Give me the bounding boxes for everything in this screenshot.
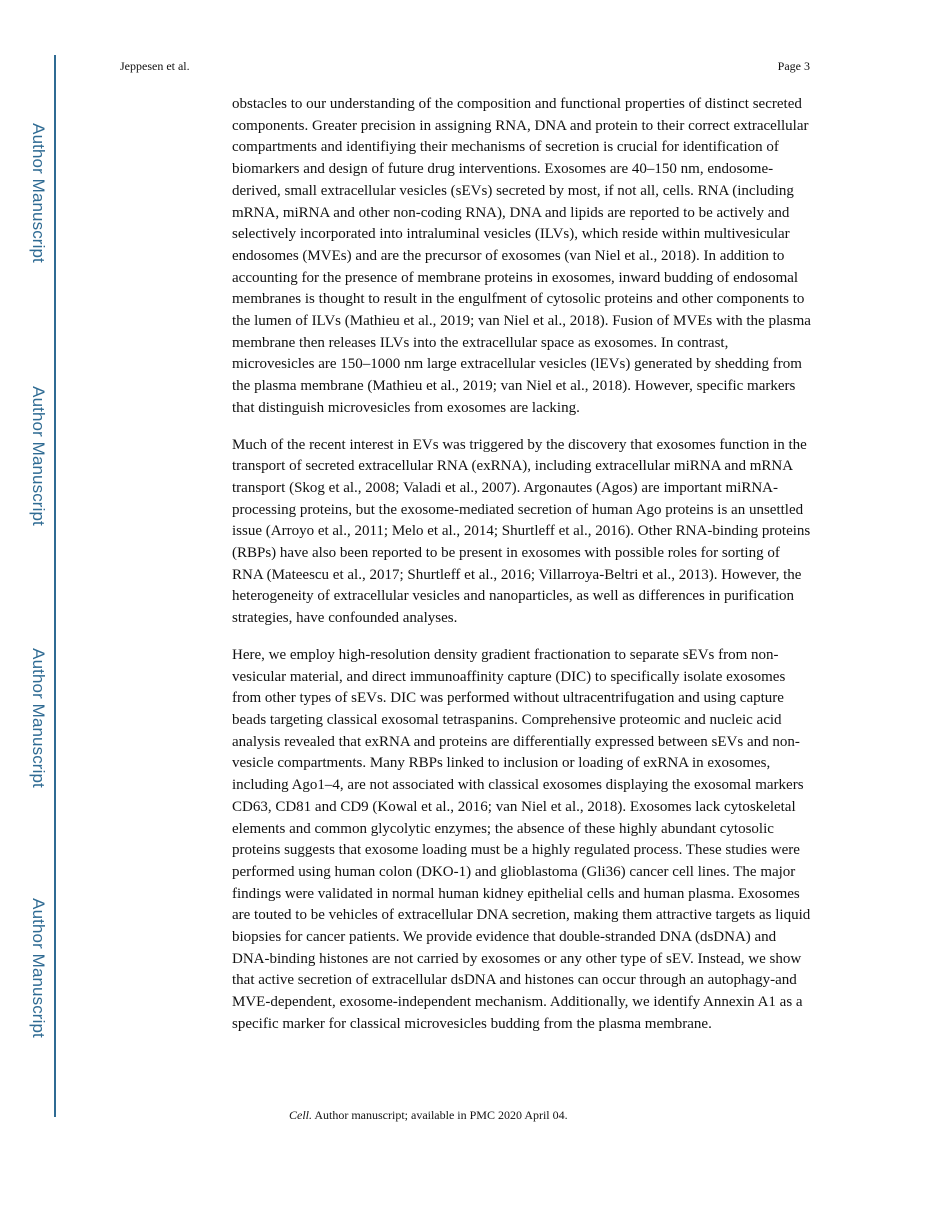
article-body xyxy=(232,94,812,1051)
margin-rule xyxy=(54,55,56,1117)
author-manuscript-label: Author Manuscript xyxy=(29,123,48,263)
page-footer xyxy=(289,1108,568,1123)
footer-text: Author manuscript; available in PMC 2020 April 04. xyxy=(312,1108,568,1122)
header-page-number: Page 3 xyxy=(777,59,810,73)
footer-journal: Cell. xyxy=(289,1108,312,1122)
paragraph: Much of the recent interest in EVs was triggered by the discovery that exosomes function in the transport of secreted extracellular RNA (exRNA), including extracellular miRNA and mRNA transport (Skog et al., 2008; Valadi et al., 2007). Argonautes (Agos) are important miRNA-processing proteins, but the exosome-mediated secretion of human Ago proteins is an unsettled issue (Arroyo et al., 2011; Melo et al., 2014; Shurtleff et al., 2016). Other RNA-binding proteins (RBPs) have also been reported to be present in exosomes with possible roles for sorting of RNA (Mateescu et al., 2017; Shurtleff et al., 2016; Villarroya-Beltri et al., 2013). However, the heterogeneity of extracellular vesicles and nanoparticles, as well as differences in purification strategies, have confounded analyses. xyxy=(232,436,811,627)
paragraph: obstacles to our understanding of the composition and functional properties of distinct secreted components. Greater precision in assigning RNA, DNA and protein to their correct extracellular compartments and identifiying their mechanisms of secretion is crucial for identification of biomarkers and design of future drug interventions. Exosomes are 40–150 nm, endosome-derived, small extracellular vesicles (sEVs) secreted by most, if not all, cells. RNA (including mRNA, miRNA and other non-coding RNA), DNA and lipids are reported to be actively and selectively incorporated into intraluminal vesicles (ILVs), which reside within multivesicular endosomes (MVEs) and are the precursor of exosomes (van Niel et al., 2018). In addition to accounting for the presence of membrane proteins in exosomes, inward budding of endosomal membranes is thought to result in the engulfment of cytosolic proteins and other components to the lumen of ILVs (Mathieu et al., 2019; van Niel et al., 2018). Fusion of MVEs with the plasma membrane then releases ILVs into the extracellular space as exosomes. In contrast, microvesicles are 150–1000 nm large extracellular vesicles (lEVs) generated by shedding from the plasma membrane (Mathieu et al., 2019; van Niel et al., 2018). However, specific markers that distinguish microvesicles from exosomes are lacking. xyxy=(232,96,811,416)
paragraph: Here, we employ high-resolution density gradient fractionation to separate sEVs from non-vesicular material, and direct immunoaffinity capture (DIC) to specifically isolate exosomes from other types of sEVs. DIC was performed without ultracentrifugation and using capture beads targeting classical exosomal tetraspanins. Comprehensive proteomic and nucleic acid analysis revealed that exRNA and proteins are differentially expressed between sEVs and non-vesicle compartments. Many RBPs linked to inclusion or loading of exRNA in exosomes, including Ago1–4, are not associated with classical exosomes displaying the exosomal markers CD63, CD81 and CD9 (Kowal et al., 2016; van Niel et al., 2018). Exosomes lack cytoskeletal elements and common glycolytic enzymes; the absence of these highly abundant cytosolic proteins suggests that exosome loading must be a highly regulated process. These studies were performed using human colon (DKO-1) and glioblastoma (Gli36) cancer cell lines. The major findings were validated in normal human kidney epithelial cells and human plasma. Exosomes are touted to be vehicles of extracellular DNA secretion, making them attractive targets as liquid biopsies for cancer patients. We provide evidence that double-stranded DNA (dsDNA) and DNA-binding histones are not carried by exosomes or any other type of sEV. Instead, we show that active secretion of extracellular dsDNA and histones can occur through an autophagy-and MVE-dependent, exosome-independent mechanism. Additionally, we identify Annexin A1 as a specific marker for classical microvesicles budding from the plasma membrane. xyxy=(232,646,811,1032)
author-manuscript-label: Author Manuscript xyxy=(29,648,48,788)
header-authors: Jeppesen et al. xyxy=(120,59,190,73)
author-manuscript-label: Author Manuscript xyxy=(29,386,48,526)
author-manuscript-label: Author Manuscript xyxy=(29,898,48,1038)
running-header xyxy=(120,59,810,74)
